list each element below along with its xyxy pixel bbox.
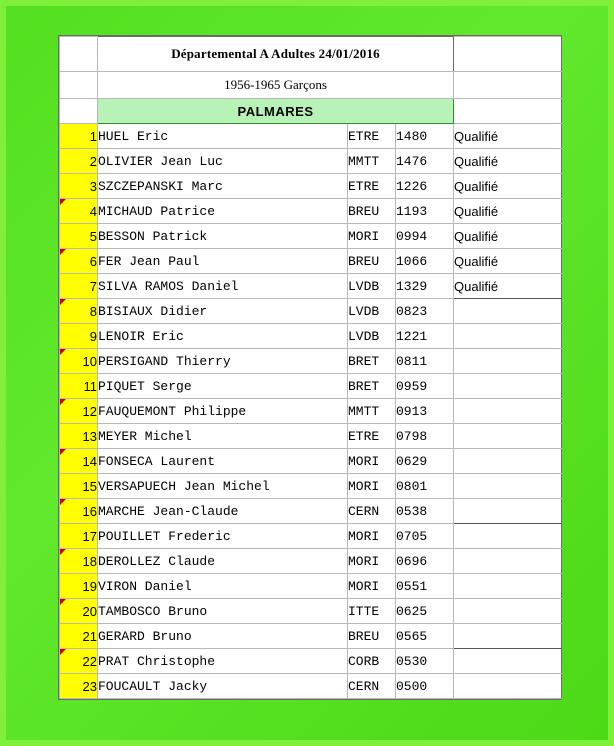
row-rank	[60, 149, 98, 174]
table-row[interactable]	[60, 349, 562, 374]
row-number: 1476	[396, 149, 454, 174]
row-rank-label: 21	[82, 628, 97, 644]
row-number: 0913	[396, 399, 454, 424]
comment-flag-icon	[60, 649, 66, 655]
table-row[interactable]	[60, 149, 562, 174]
row-status	[454, 674, 562, 699]
row-status	[454, 549, 562, 574]
row-rank	[60, 249, 98, 274]
row-club: BREU	[348, 624, 396, 649]
row-status	[454, 299, 562, 324]
row-club: CERN	[348, 674, 396, 699]
results-table	[59, 36, 562, 699]
row-club: MORI	[348, 524, 396, 549]
row-status	[454, 374, 562, 399]
row-rank	[60, 174, 98, 199]
row-club: BRET	[348, 349, 396, 374]
row-name: PIQUET Serge	[98, 374, 348, 399]
table-row[interactable]	[60, 549, 562, 574]
row-name: MARCHE Jean-Claude	[98, 499, 348, 524]
row-rank	[60, 599, 98, 624]
row-club: BRET	[348, 374, 396, 399]
row-rank	[60, 224, 98, 249]
row-name: DEROLLEZ Claude	[98, 549, 348, 574]
table-row[interactable]	[60, 224, 562, 249]
row-status: Qualifié	[454, 274, 562, 299]
row-rank	[60, 574, 98, 599]
row-number: 1329	[396, 274, 454, 299]
row-rank	[60, 424, 98, 449]
row-name: POUILLET Frederic	[98, 524, 348, 549]
table-row[interactable]	[60, 299, 562, 324]
row-rank-label: 16	[82, 503, 97, 519]
row-status	[454, 324, 562, 349]
row-number: 0994	[396, 224, 454, 249]
row-rank-label: 12	[82, 403, 97, 419]
section-row-spacer	[60, 99, 98, 124]
row-name: GERARD Bruno	[98, 624, 348, 649]
row-number: 0959	[396, 374, 454, 399]
row-number: 0625	[396, 599, 454, 624]
row-club: ETRE	[348, 174, 396, 199]
row-rank-label: 2	[89, 153, 97, 169]
row-club: BREU	[348, 199, 396, 224]
row-club: MORI	[348, 224, 396, 249]
row-rank-label: 18	[82, 553, 97, 569]
row-rank-label: 11	[83, 378, 97, 394]
document-title: Départemental A Adultes 24/01/2016	[98, 37, 454, 72]
row-rank	[60, 549, 98, 574]
row-status	[454, 349, 562, 374]
row-status: Qualifié	[454, 124, 562, 149]
row-rank-label: 22	[82, 653, 97, 669]
row-rank	[60, 324, 98, 349]
row-number: 0538	[396, 499, 454, 524]
table-row[interactable]	[60, 274, 562, 299]
row-number: 0500	[396, 674, 454, 699]
row-club: MORI	[348, 449, 396, 474]
row-rank-label: 3	[89, 178, 97, 194]
row-rank	[60, 299, 98, 324]
row-rank-label: 7	[89, 278, 97, 294]
results-sheet	[58, 35, 562, 700]
row-rank	[60, 449, 98, 474]
row-name: FONSECA Laurent	[98, 449, 348, 474]
row-rank-label: 5	[89, 228, 97, 244]
comment-flag-icon	[60, 249, 66, 255]
row-number: 1066	[396, 249, 454, 274]
table-row[interactable]	[60, 424, 562, 449]
comment-flag-icon	[60, 599, 66, 605]
row-status	[454, 599, 562, 624]
row-club: MMTT	[348, 149, 396, 174]
results-table-body	[60, 37, 562, 699]
table-row[interactable]	[60, 499, 562, 524]
row-rank	[60, 624, 98, 649]
row-club: MMTT	[348, 399, 396, 424]
row-rank-label: 9	[89, 328, 97, 344]
row-status	[454, 474, 562, 499]
row-number: 0811	[396, 349, 454, 374]
row-rank-label: 17	[82, 528, 97, 544]
row-number: 0551	[396, 574, 454, 599]
row-status: Qualifié	[454, 174, 562, 199]
table-row[interactable]	[60, 524, 562, 549]
row-status	[454, 449, 562, 474]
row-status	[454, 399, 562, 424]
table-row[interactable]	[60, 674, 562, 699]
table-row[interactable]	[60, 174, 562, 199]
row-club: ETRE	[348, 124, 396, 149]
title-row-end-spacer	[454, 37, 562, 72]
row-rank-label: 8	[89, 303, 97, 319]
row-rank-label: 13	[82, 428, 97, 444]
row-number: 0629	[396, 449, 454, 474]
row-rank	[60, 474, 98, 499]
row-name: LENOIR Eric	[98, 324, 348, 349]
row-status: Qualifié	[454, 224, 562, 249]
row-club: LVDB	[348, 274, 396, 299]
row-status	[454, 624, 562, 649]
row-rank-label: 14	[82, 453, 97, 469]
row-name: MEYER Michel	[98, 424, 348, 449]
row-status: Qualifié	[454, 199, 562, 224]
comment-flag-icon	[60, 399, 66, 405]
row-name: BISIAUX Didier	[98, 299, 348, 324]
comment-flag-icon	[60, 299, 66, 305]
table-row[interactable]	[60, 324, 562, 349]
table-row[interactable]	[60, 449, 562, 474]
comment-flag-icon	[60, 549, 66, 555]
row-status	[454, 649, 562, 674]
row-name: SILVA RAMOS Daniel	[98, 274, 348, 299]
row-rank-label: 10	[82, 353, 97, 369]
table-row[interactable]	[60, 649, 562, 674]
row-rank	[60, 199, 98, 224]
row-name: FOUCAULT Jacky	[98, 674, 348, 699]
row-number: 0696	[396, 549, 454, 574]
row-name: VERSAPUECH Jean Michel	[98, 474, 348, 499]
row-name: PRAT Christophe	[98, 649, 348, 674]
row-number: 0801	[396, 474, 454, 499]
row-status	[454, 499, 562, 524]
row-rank	[60, 399, 98, 424]
table-row[interactable]	[60, 399, 562, 424]
subtitle-row-end-spacer	[454, 72, 562, 99]
row-name: VIRON Daniel	[98, 574, 348, 599]
row-status: Qualifié	[454, 149, 562, 174]
row-rank-label: 23	[82, 678, 97, 694]
row-name: SZCZEPANSKI Marc	[98, 174, 348, 199]
row-status: Qualifié	[454, 249, 562, 274]
row-rank	[60, 274, 98, 299]
row-club: CORB	[348, 649, 396, 674]
table-row[interactable]	[60, 624, 562, 649]
row-rank-label: 15	[82, 478, 97, 494]
row-club: MORI	[348, 549, 396, 574]
row-number: 1193	[396, 199, 454, 224]
comment-flag-icon	[60, 499, 66, 505]
row-number: 1221	[396, 324, 454, 349]
section-row-end-spacer	[454, 99, 562, 124]
title-row	[60, 37, 562, 72]
table-row[interactable]	[60, 474, 562, 499]
subtitle-row-spacer	[60, 72, 98, 99]
row-number: 0823	[396, 299, 454, 324]
row-number: 1226	[396, 174, 454, 199]
row-club: ETRE	[348, 424, 396, 449]
row-name: TAMBOSCO Bruno	[98, 599, 348, 624]
row-rank	[60, 124, 98, 149]
row-rank	[60, 499, 98, 524]
comment-flag-icon	[60, 349, 66, 355]
row-rank-label: 1	[89, 128, 97, 144]
row-number: 1480	[396, 124, 454, 149]
row-club: ITTE	[348, 599, 396, 624]
row-name: PERSIGAND Thierry	[98, 349, 348, 374]
title-row-spacer	[60, 37, 98, 72]
comment-flag-icon	[60, 449, 66, 455]
row-rank	[60, 649, 98, 674]
row-club: CERN	[348, 499, 396, 524]
row-rank-label: 19	[82, 578, 97, 594]
table-row[interactable]	[60, 124, 562, 149]
row-rank	[60, 524, 98, 549]
table-row[interactable]	[60, 249, 562, 274]
row-status	[454, 524, 562, 549]
row-club: BREU	[348, 249, 396, 274]
row-number: 0530	[396, 649, 454, 674]
row-club: MORI	[348, 474, 396, 499]
row-name: BESSON Patrick	[98, 224, 348, 249]
row-rank	[60, 674, 98, 699]
table-row[interactable]	[60, 374, 562, 399]
table-row[interactable]	[60, 599, 562, 624]
subtitle-row	[60, 72, 562, 99]
row-name: MICHAUD Patrice	[98, 199, 348, 224]
row-name: FER Jean Paul	[98, 249, 348, 274]
row-club: LVDB	[348, 299, 396, 324]
row-rank-label: 6	[89, 253, 97, 269]
row-rank	[60, 374, 98, 399]
row-club: MORI	[348, 574, 396, 599]
row-name: FAUQUEMONT Philippe	[98, 399, 348, 424]
section-header-palmares: PALMARES	[98, 99, 454, 124]
row-name: OLIVIER Jean Luc	[98, 149, 348, 174]
row-number: 0705	[396, 524, 454, 549]
row-rank-label: 20	[82, 603, 97, 619]
row-status	[454, 424, 562, 449]
row-name: HUEL Eric	[98, 124, 348, 149]
row-rank	[60, 349, 98, 374]
row-status	[454, 574, 562, 599]
row-number: 0798	[396, 424, 454, 449]
comment-flag-icon	[60, 199, 66, 205]
row-rank-label: 4	[89, 203, 97, 219]
document-subtitle: 1956-1965 Garçons	[98, 72, 454, 99]
table-row[interactable]	[60, 574, 562, 599]
table-row[interactable]	[60, 199, 562, 224]
row-club: LVDB	[348, 324, 396, 349]
section-row	[60, 99, 562, 124]
row-number: 0565	[396, 624, 454, 649]
